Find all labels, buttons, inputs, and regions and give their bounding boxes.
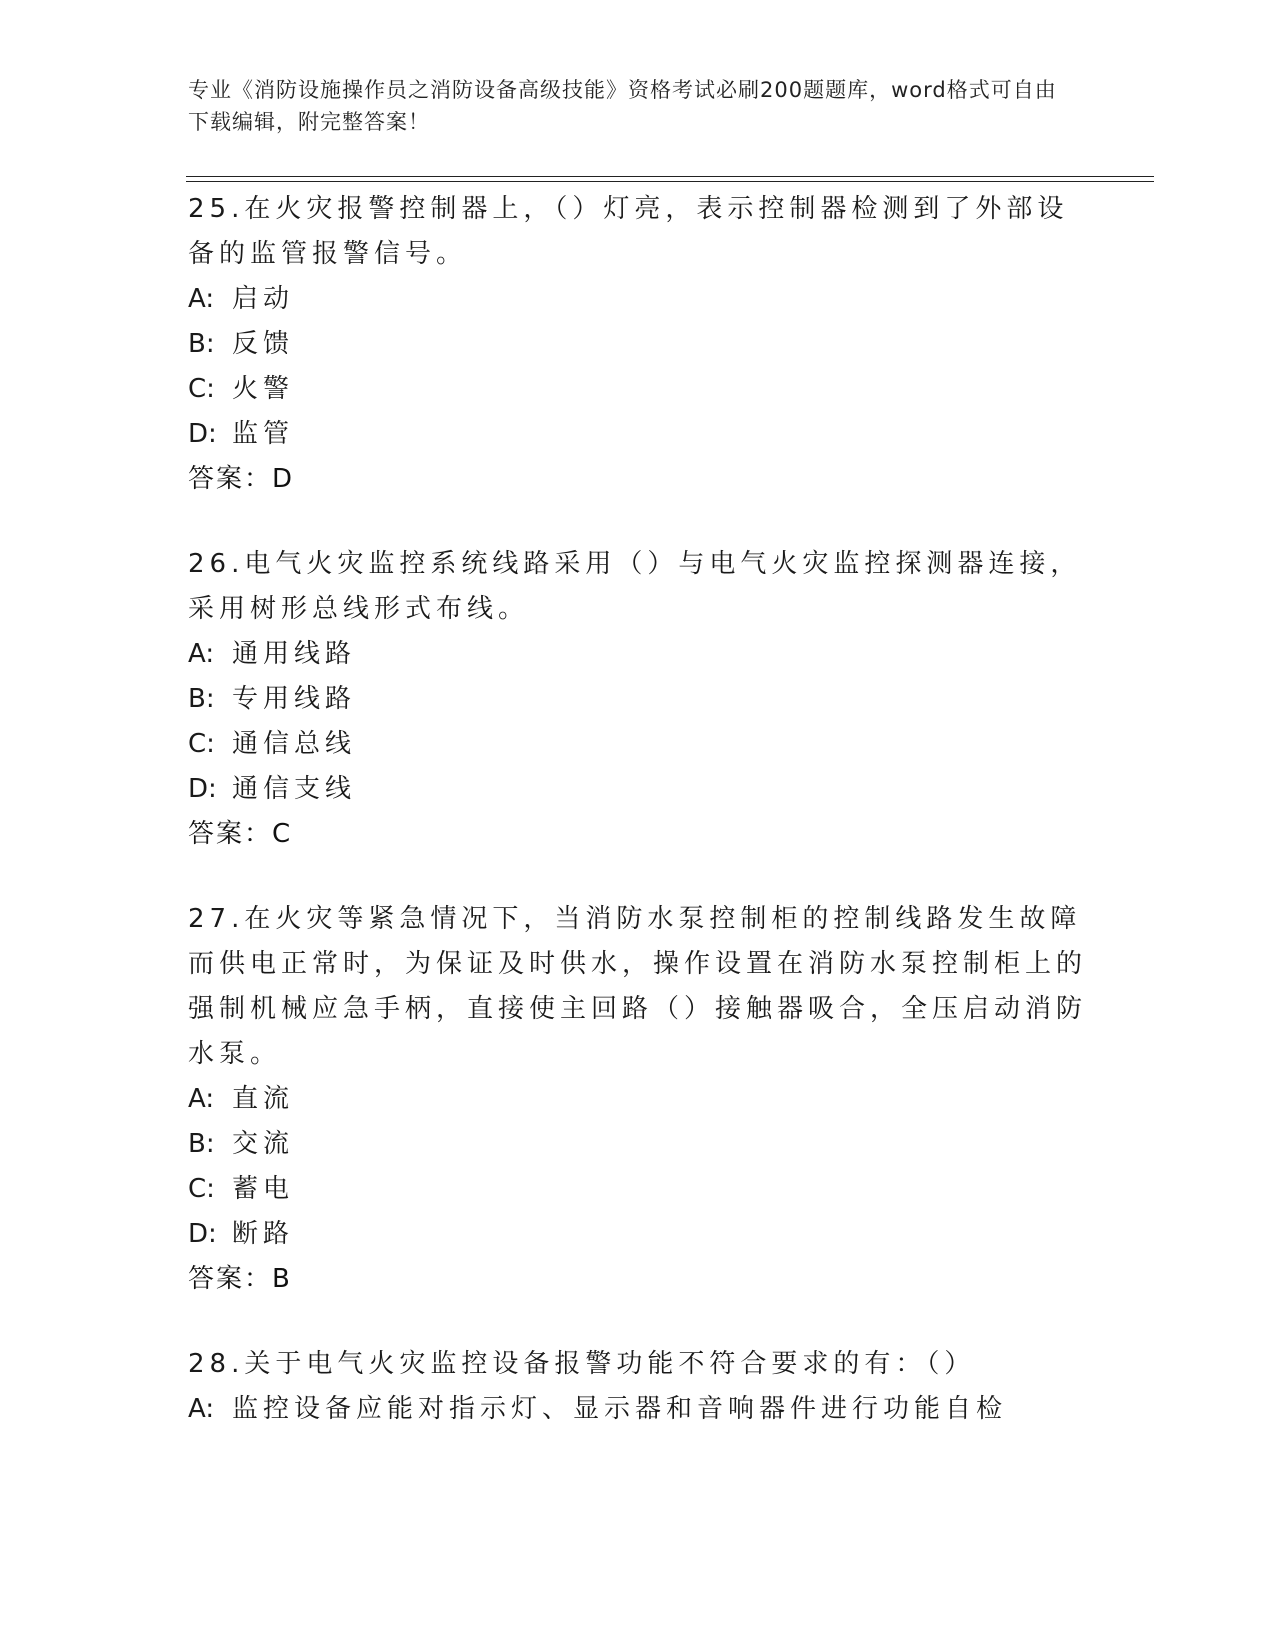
option-key: D: (188, 419, 217, 449)
question-text: 25.在火灾报警控制器上，（）灯亮，表示控制器检测到了外部设备的监管报警信号。 (188, 194, 1069, 269)
option-key: D: (188, 1219, 217, 1249)
header-text: 专业《消防设施操作员之消防设备高级技能》资格考试必刷200题题库，word格式可自由下载编辑，附完整答案！ (188, 78, 1057, 134)
option-b (188, 1122, 1088, 1167)
question-26 (188, 542, 1088, 857)
option-c (188, 1167, 1088, 1212)
option-text: 监管 (232, 419, 295, 449)
option-key: D: (188, 774, 217, 804)
question-text: 28.关于电气火灾监控设备报警功能不符合要求的有：（） (188, 1349, 976, 1379)
option-key: C: (188, 1174, 215, 1204)
option-text: 启动 (232, 284, 295, 314)
option-text: 监控设备应能对指示灯、显示器和音响器件进行功能自检 (232, 1394, 1008, 1424)
option-key: A: (188, 639, 215, 669)
option-c (188, 367, 1088, 412)
answer-label: 答案： (188, 819, 273, 849)
answer-line (188, 1257, 1088, 1302)
option-d (188, 1212, 1088, 1257)
option-text: 反馈 (232, 329, 295, 359)
option-b (188, 322, 1088, 367)
option-text: 通用线路 (232, 639, 357, 669)
option-key: B: (188, 684, 215, 714)
option-key: A: (188, 284, 215, 314)
option-text: 火警 (232, 374, 295, 404)
document-header (188, 74, 1068, 138)
question-27 (188, 897, 1088, 1302)
answer-line (188, 812, 1088, 857)
option-d (188, 767, 1088, 812)
option-text: 通信总线 (232, 729, 357, 759)
option-key: C: (188, 729, 215, 759)
option-a (188, 277, 1088, 322)
header-divider-bottom (186, 181, 1154, 182)
option-key: B: (188, 1129, 215, 1159)
option-b (188, 677, 1088, 722)
option-key: C: (188, 374, 215, 404)
answer-label: 答案： (188, 464, 273, 494)
option-text: 蓄电 (232, 1174, 295, 1204)
option-text: 专用线路 (232, 684, 357, 714)
option-text: 交流 (232, 1129, 295, 1159)
header-divider-top (186, 176, 1154, 177)
answer-value: C (272, 819, 291, 849)
option-text: 通信支线 (232, 774, 357, 804)
option-key: A: (188, 1084, 215, 1114)
option-a (188, 632, 1088, 677)
option-d (188, 412, 1088, 457)
question-25 (188, 187, 1088, 502)
option-a (188, 1077, 1088, 1122)
option-c (188, 722, 1088, 767)
question-list (188, 187, 1088, 1472)
question-text: 26.电气火灾监控系统线路采用（）与电气火灾监控探测器连接，采用树形总线形式布线。 (188, 549, 1082, 624)
option-text: 直流 (232, 1084, 295, 1114)
answer-line (188, 457, 1088, 502)
answer-value: B (272, 1264, 290, 1294)
option-a (188, 1387, 1088, 1432)
question-text: 27.在火灾等紧急情况下，当消防水泵控制柜的控制线路发生故障而供电正常时，为保证及时供水，操作设置在消防水泵控制柜上的强制机械应急手柄，直接使主回路（）接触器吸合，全压启动消防水泵。 (188, 904, 1088, 1069)
question-28 (188, 1342, 1088, 1432)
answer-label: 答案： (188, 1264, 273, 1294)
option-text: 断路 (232, 1219, 295, 1249)
option-key: A: (188, 1394, 215, 1424)
answer-value: D (272, 464, 293, 494)
option-key: B: (188, 329, 215, 359)
